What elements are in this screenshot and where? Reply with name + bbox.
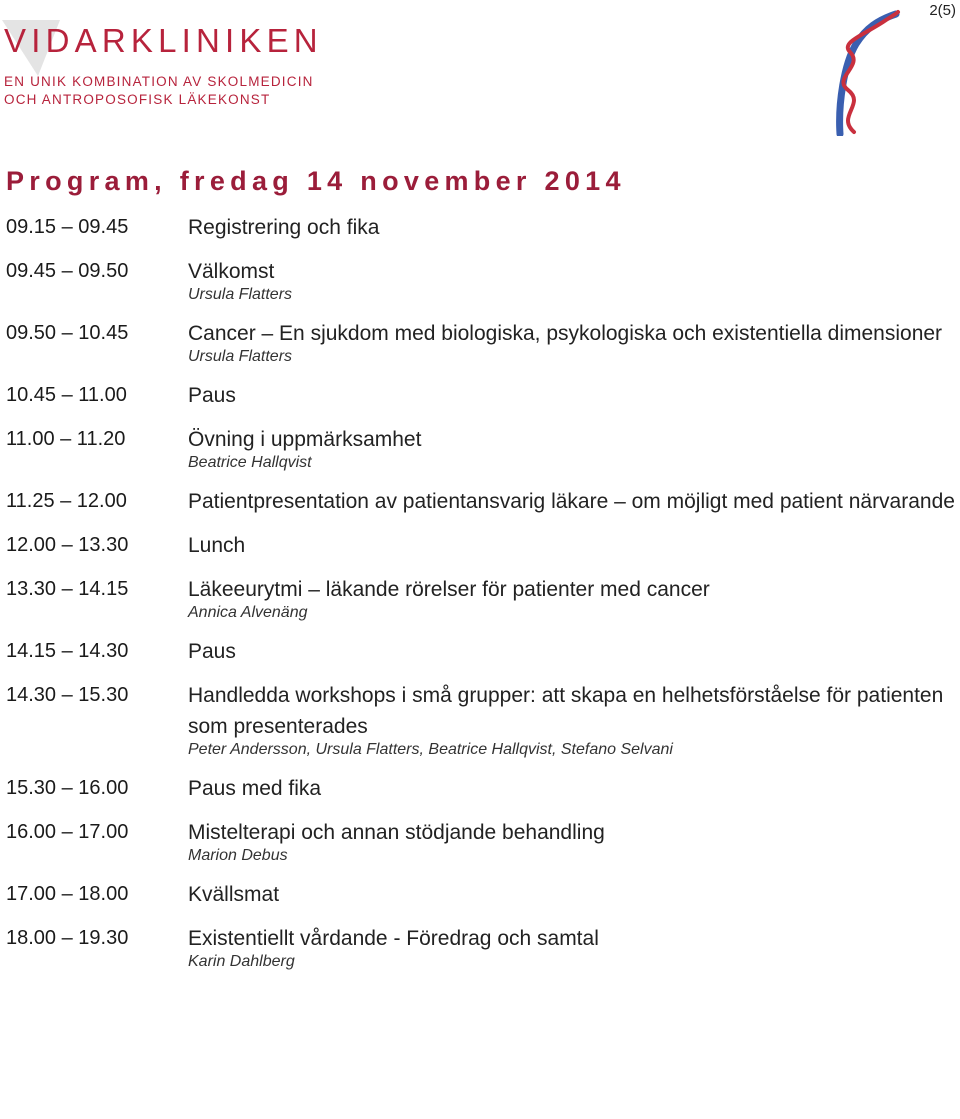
schedule-row [6, 318, 956, 367]
speaker: Marion Debus [188, 847, 288, 864]
logo-tagline-2: OCH ANTROPOSOFISK LÄKEKONST [4, 92, 271, 107]
time-slot: 16.00 – 17.00 [6, 821, 129, 843]
speaker: Annica Alvenäng [188, 604, 308, 621]
time-slot: 09.45 – 09.50 [6, 260, 129, 282]
time-slot: 13.30 – 14.15 [6, 578, 129, 600]
schedule-row [6, 817, 956, 866]
activity: Kvällsmat [188, 883, 280, 906]
schedule-row [6, 879, 956, 910]
activity: Paus [188, 384, 236, 407]
activity: Handledda workshops i små grupper: att skapa en helhetsförståelse för patienten som presenterades [188, 684, 944, 738]
activity: Paus [188, 640, 236, 663]
activity: Paus med fika [188, 777, 322, 800]
schedule-row [6, 256, 956, 305]
activity: Registrering och fika [188, 216, 380, 239]
time-slot: 15.30 – 16.00 [6, 777, 129, 799]
time-slot: 18.00 – 19.30 [6, 927, 129, 949]
activity: Läkeeurytmi – läkande rörelser för patienter med cancer [188, 578, 710, 601]
time-slot: 09.50 – 10.45 [6, 322, 129, 344]
logo-tagline-1: EN UNIK KOMBINATION AV SKOLMEDICIN [4, 74, 314, 89]
time-slot: 14.30 – 15.30 [6, 684, 129, 706]
page-number: 2(5) [929, 2, 956, 19]
schedule-row [6, 680, 956, 760]
schedule-row [6, 486, 956, 517]
activity: Välkomst [188, 260, 275, 283]
speaker: Beatrice Hallqvist [188, 454, 312, 471]
speaker: Peter Andersson, Ursula Flatters, Beatrice Hallqvist, Stefano Selvani [188, 741, 673, 758]
activity: Patientpresentation av patientansvarig läkare – om möjligt med patient närvarande [188, 490, 955, 513]
schedule-row [6, 424, 956, 473]
schedule-row [6, 380, 956, 411]
time-slot: 09.15 – 09.45 [6, 216, 129, 238]
time-slot: 11.00 – 11.20 [6, 428, 126, 450]
activity: Övning i uppmärksamhet [188, 428, 422, 451]
activity: Existentiellt vårdande - Föredrag och samtal [188, 927, 599, 950]
time-slot: 14.15 – 14.30 [6, 640, 129, 662]
logo-name: VIDARKLINIKEN [4, 22, 323, 59]
clinic-logo [0, 18, 360, 118]
program-schedule [6, 212, 956, 985]
schedule-row [6, 530, 956, 561]
activity: Mistelterapi och annan stödjande behandling [188, 821, 605, 844]
time-slot: 17.00 – 18.00 [6, 883, 129, 905]
time-slot: 11.25 – 12.00 [6, 490, 127, 512]
speaker: Karin Dahlberg [188, 953, 295, 970]
schedule-row [6, 636, 956, 667]
schedule-row [6, 773, 956, 804]
speaker: Ursula Flatters [188, 348, 293, 365]
activity: Lunch [188, 534, 246, 557]
speaker: Ursula Flatters [188, 286, 293, 303]
schedule-row [6, 923, 956, 972]
page-title: Program, fredag 14 november 2014 [6, 166, 626, 196]
activity: Cancer – En sjukdom med biologiska, psykologiska och existentiella dimensioner [188, 322, 943, 345]
time-slot: 12.00 – 13.30 [6, 534, 129, 556]
rod-of-asclepius-icon [826, 4, 906, 136]
schedule-row [6, 212, 956, 243]
schedule-row [6, 574, 956, 623]
time-slot: 10.45 – 11.00 [6, 384, 127, 406]
